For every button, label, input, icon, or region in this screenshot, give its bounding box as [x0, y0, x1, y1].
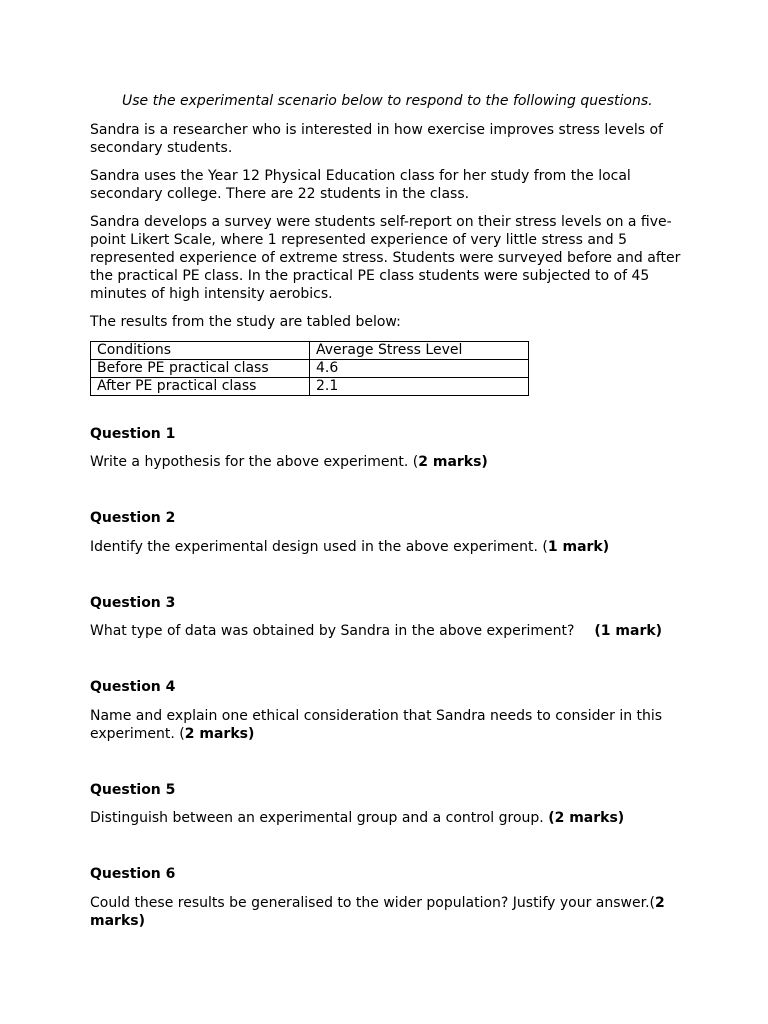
- table-cell-condition: Before PE practical class: [91, 360, 310, 378]
- table-cell-value: 2.1: [310, 378, 529, 396]
- table-cell-condition: After PE practical class: [91, 378, 310, 396]
- table-row: [91, 378, 529, 396]
- question-1-text: [90, 453, 690, 471]
- question-1-title: Question 1: [90, 426, 176, 442]
- question-text: Name and explain one ethical consideration that Sandra needs to consider in this experiment. (: [90, 708, 663, 742]
- table-cell-value: 4.6: [310, 360, 529, 378]
- question-marks: 2 marks): [418, 454, 488, 470]
- table-header-average-stress: Average Stress Level: [310, 342, 529, 360]
- instructions-text: Use the experimental scenario below to respond to the following questions.: [122, 93, 653, 109]
- question-marks: (1 mark): [594, 623, 663, 639]
- results-table: [90, 341, 529, 396]
- table-intro-text: The results from the study are tabled below:: [90, 314, 401, 330]
- table-header-conditions: Conditions: [91, 342, 310, 360]
- question-text: What type of data was obtained by Sandra in the above experiment?: [90, 623, 575, 639]
- question-4-title: Question 4: [90, 679, 176, 695]
- table-row: [91, 360, 529, 378]
- question-3-title: Question 3: [90, 595, 176, 611]
- question-5-text: [90, 809, 690, 827]
- scenario-paragraph-1: Sandra is a researcher who is interested in how exercise improves stress levels of secondary students.: [90, 122, 663, 156]
- question-3-text: [90, 622, 690, 640]
- question-marks: (2 marks): [548, 810, 625, 826]
- scenario-paragraph-3: Sandra develops a survey were students self-report on their stress levels on a five-point Likert Scale, where 1 represented experience of very little stress and 5 represented experience of extreme stress. Students were surveyed before and after the practical PE class. In the practical PE class students were subjected to of 45 minutes of high intensity aerobics.: [90, 214, 681, 302]
- question-text: Could these results be generalised to the wider population? Justify your answer.(: [90, 895, 655, 911]
- question-4-text: [90, 707, 690, 743]
- question-6-title: Question 6: [90, 866, 176, 882]
- question-2-title: Question 2: [90, 510, 176, 526]
- question-text: Write a hypothesis for the above experiment. (: [90, 454, 419, 470]
- question-marks: 2 marks): [90, 895, 665, 929]
- question-5-title: Question 5: [90, 782, 176, 798]
- question-6-text: [90, 894, 690, 930]
- question-text: Identify the experimental design used in the above experiment. (: [90, 539, 548, 555]
- question-text: Distinguish between an experimental group and a control group.: [90, 810, 544, 826]
- question-marks: 1 mark): [547, 539, 610, 555]
- table-header-row: [91, 342, 529, 360]
- scenario-paragraph-2: Sandra uses the Year 12 Physical Education class for her study from the local secondary college. There are 22 students in the class.: [90, 168, 631, 202]
- question-marks: 2 marks): [184, 726, 255, 742]
- question-2-text: [90, 538, 690, 556]
